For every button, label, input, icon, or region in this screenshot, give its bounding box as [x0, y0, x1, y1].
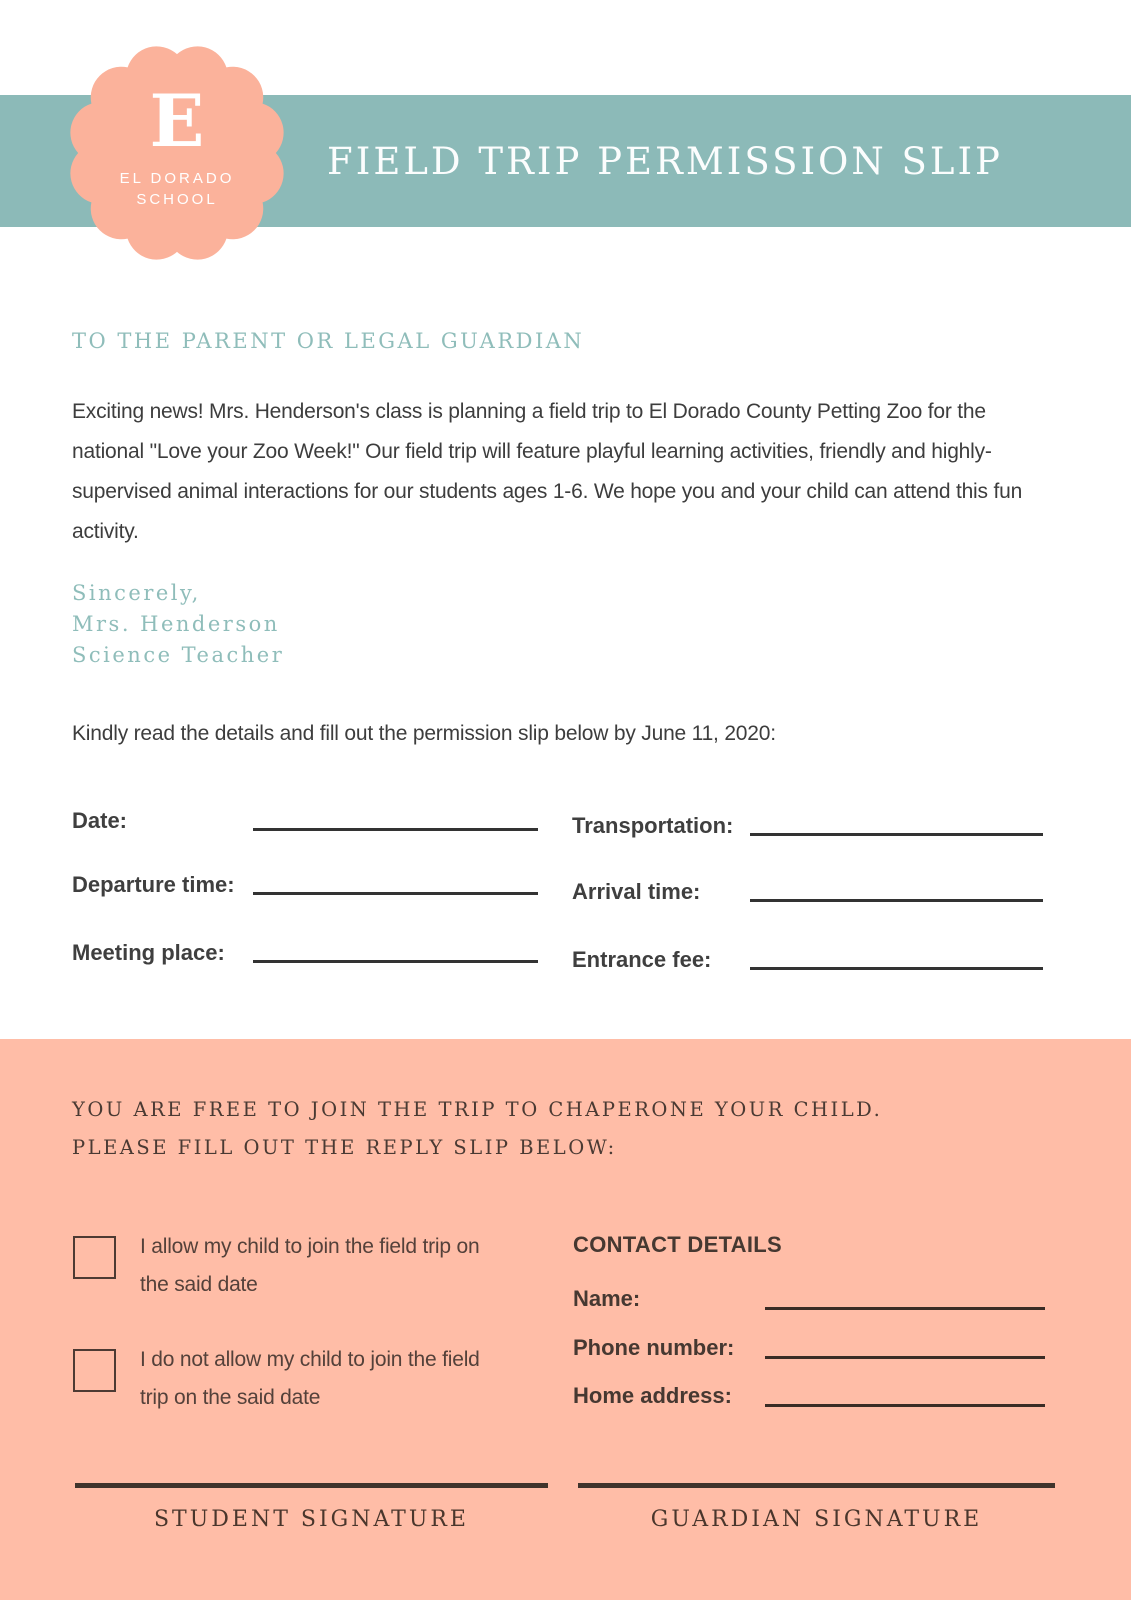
field-blank-line-meeting-place[interactable]: [253, 960, 538, 963]
intro-paragraph: Exciting news! Mrs. Henderson's class is planning a field trip to El Dorado County Petting Zoo for the national "Love your Zoo Week!" Our field trip will feature playful learning activities, friendly and highly-supervised animal interactions for our students ages 1-6. We hope you and your child can attend this fun activity.: [72, 400, 1023, 543]
form-field-row-entrance-fee: [572, 936, 1043, 976]
field-blank-line-arrival-time[interactable]: [750, 899, 1043, 902]
contact-details-heading: CONTACT DETAILS: [573, 1232, 782, 1257]
field-blank-line-departure-time[interactable]: [253, 892, 538, 895]
allow-option-label: I allow my child to join the field trip on the said date: [140, 1235, 480, 1296]
instruction-text: Kindly read the details and fill out the permission slip below by June 11, 2020:: [72, 722, 776, 745]
field-label-departure-time: Departure time:: [72, 872, 235, 897]
header-title-wrap: [300, 95, 1030, 227]
not-allow-checkbox[interactable]: [73, 1349, 116, 1392]
guardian-signature-block: [578, 1483, 1055, 1532]
field-blank-line-entrance-fee[interactable]: [750, 967, 1043, 970]
student-signature-block: [75, 1483, 548, 1532]
field-label-arrival-time: Arrival time:: [572, 879, 701, 904]
option-not-allow: [73, 1341, 480, 1417]
reply-slip-heading-line2: PLEASE FILL OUT THE REPLY SLIP BELOW:: [72, 1136, 617, 1159]
contact-label-home-address: Home address:: [573, 1383, 732, 1408]
salutation-heading: TO THE PARENT OR LEGAL GUARDIAN: [72, 329, 585, 353]
field-blank-line-transportation[interactable]: [750, 833, 1043, 836]
not-allow-option-label: I do not allow my child to join the field trip on the said date: [140, 1348, 480, 1409]
student-signature-line[interactable]: [75, 1483, 548, 1488]
form-field-row-date: [72, 797, 538, 837]
allow-checkbox[interactable]: [73, 1236, 116, 1279]
contact-label-name: Name:: [573, 1286, 641, 1311]
form-field-row-meeting-place: [72, 929, 538, 969]
school-name-line1: EL DORADO: [119, 170, 235, 187]
contact-blank-line-name[interactable]: [765, 1307, 1045, 1310]
form-field-row-departure-time: [72, 861, 538, 901]
form-field-row-arrival-time: [572, 868, 1043, 908]
closing-role: Science Teacher: [72, 643, 285, 667]
reply-slip-heading: [72, 1091, 882, 1167]
field-blank-line-date[interactable]: [253, 828, 538, 831]
option-allow: [73, 1228, 480, 1304]
reply-slip-heading-line1: YOU ARE FREE TO JOIN THE TRIP TO CHAPERONE YOUR CHILD.: [72, 1098, 883, 1121]
form-field-row-transportation: [572, 802, 1043, 842]
contact-row-home-address: [573, 1379, 1045, 1411]
closing-block: [72, 578, 284, 671]
guardian-signature-label: GUARDIAN SIGNATURE: [650, 1507, 983, 1532]
school-logo-badge: [70, 46, 284, 260]
school-initial: E: [149, 78, 205, 163]
contact-row-name: [573, 1282, 1045, 1314]
contact-row-phone: [573, 1331, 1045, 1363]
student-signature-label: STUDENT SIGNATURE: [153, 1507, 469, 1532]
field-label-entrance-fee: Entrance fee:: [572, 947, 712, 972]
closing-name: Mrs. Henderson: [72, 612, 280, 636]
field-label-transportation: Transportation:: [572, 813, 734, 838]
closing-salutation: Sincerely,: [72, 581, 201, 605]
page-title: FIELD TRIP PERMISSION SLIP: [327, 139, 1003, 183]
contact-blank-line-home-address[interactable]: [765, 1404, 1045, 1407]
field-label-date: Date:: [72, 808, 128, 833]
field-label-meeting-place: Meeting place:: [72, 940, 225, 965]
reply-slip-section: [0, 1039, 1131, 1600]
guardian-signature-line[interactable]: [578, 1483, 1055, 1488]
contact-label-phone: Phone number:: [573, 1335, 735, 1360]
badge-content: [70, 46, 284, 260]
school-name-line2: SCHOOL: [136, 191, 218, 208]
contact-blank-line-phone[interactable]: [765, 1356, 1045, 1359]
